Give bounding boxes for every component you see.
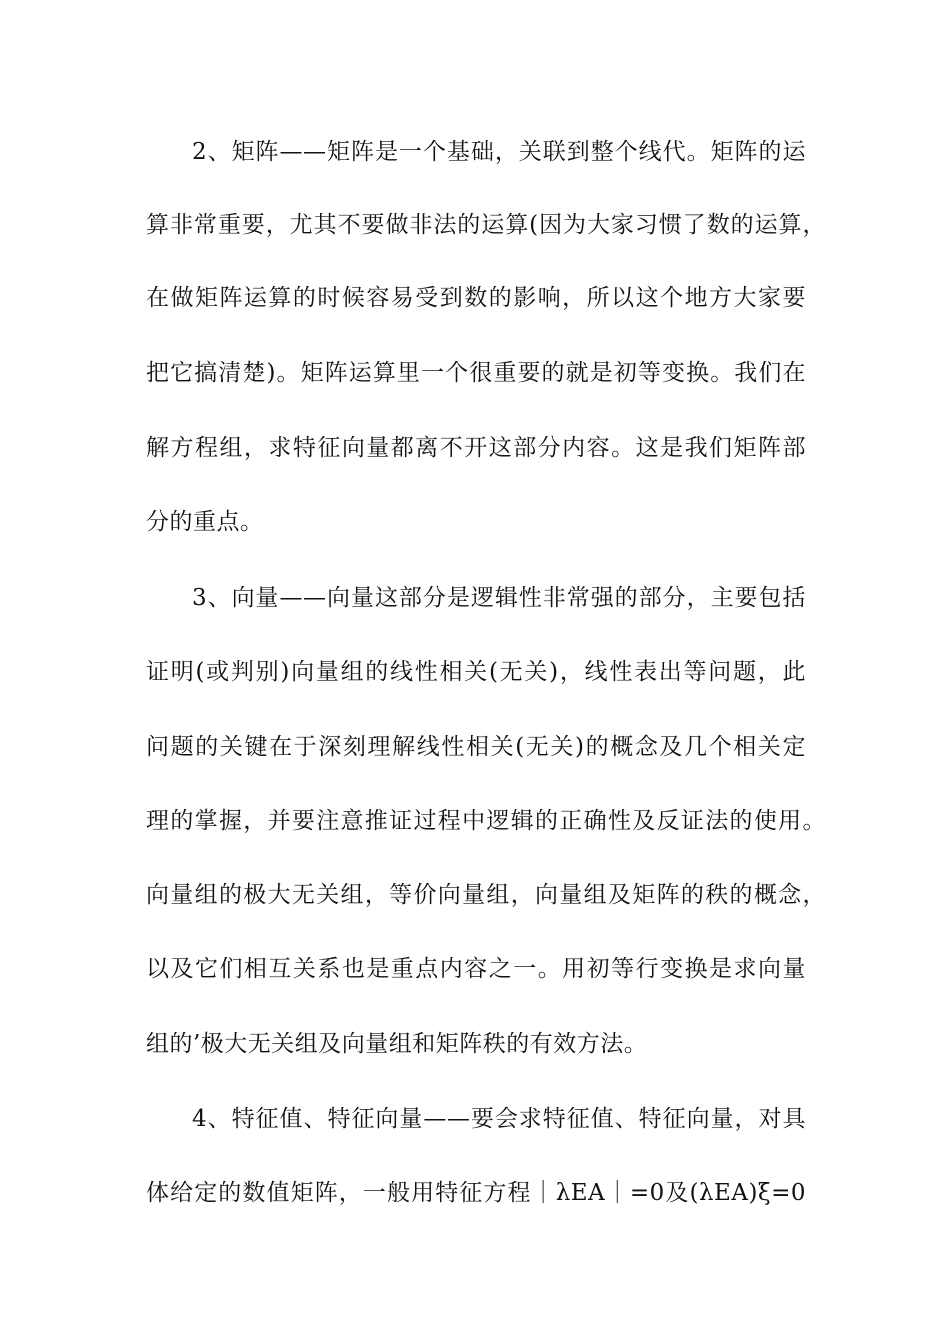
paragraph-line: 体给定的数值矩阵，一般用特征方程｜λEA｜=0及(λEA)ξ=0 — [146, 1180, 806, 1206]
paragraph-line: 理的掌握，并要注意推证过程中逻辑的正确性及反证法的使用。 — [146, 808, 826, 834]
paragraph-line: 证明(或判别)向量组的线性相关(无关)，线性表出等问题，此 — [146, 659, 806, 685]
paragraph-line: 4、特征值、特征向量——要会求特征值、特征向量，对具 — [192, 1106, 806, 1132]
paragraph-line: 在做矩阵运算的时候容易受到数的影响，所以这个地方大家要 — [146, 285, 806, 311]
paragraph-line: 问题的关键在于深刻理解线性相关(无关)的概念及几个相关定 — [146, 734, 806, 760]
paragraph-line: 向量组的极大无关组，等价向量组，向量组及矩阵的秩的概念， — [146, 882, 826, 908]
paragraph-line: 2、矩阵——矩阵是一个基础，关联到整个线代。矩阵的运 — [192, 139, 806, 165]
paragraph-line: 分的重点。 — [146, 509, 264, 535]
paragraph-line: 组的’极大无关组及向量组和矩阵秩的有效方法。 — [146, 1031, 648, 1057]
paragraph-line: 解方程组，求特征向量都离不开这部分内容。这是我们矩阵部 — [146, 435, 806, 461]
paragraph-line: 3、向量——向量这部分是逻辑性非常强的部分，主要包括 — [192, 585, 806, 611]
paragraph-line: 算非常重要，尤其不要做非法的运算(因为大家习惯了数的运算， — [146, 212, 826, 238]
paragraph-line: 把它搞清楚)。矩阵运算里一个很重要的就是初等变换。我们在 — [146, 360, 806, 386]
paragraph-line: 以及它们相互关系也是重点内容之一。用初等行变换是求向量 — [146, 956, 806, 982]
